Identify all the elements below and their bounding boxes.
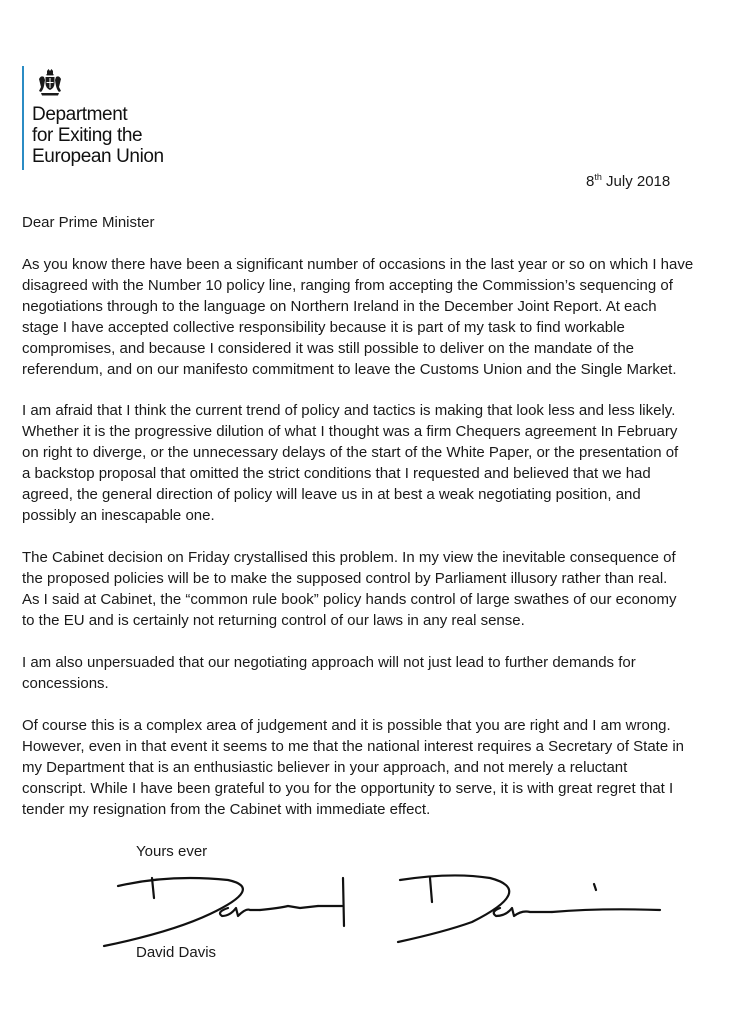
department-name-line-2: for Exiting the <box>32 125 143 146</box>
paragraph-line: to the EU and is certainly not returning control of our laws in any real sense. <box>22 611 525 629</box>
department-name-line-1: Department <box>32 104 128 125</box>
paragraph-line: I am also unpersuaded that our negotiating approach will not just lead to further demands for <box>22 654 636 671</box>
paragraph-line: I am afraid that I think the current trend of policy and tactics is making that look less and less likely. <box>22 402 676 419</box>
letter-date <box>586 172 670 190</box>
paragraph-line: on right to diverge, or the unnecessary delays of the start of the White Paper, or the presentation of <box>22 443 679 461</box>
department-name-line-3: European Union <box>32 146 164 167</box>
paragraph-line: Whether it is the progressive dilution of what I thought was a firm Chequers agreement In February <box>22 422 678 440</box>
date-day: 8 <box>586 173 595 190</box>
letter-paragraph-5 <box>22 716 732 821</box>
signer-name: David Davis <box>136 944 217 961</box>
paragraph-line: referendum, and on our manifesto commitment to leave the Customs Union and the Single Market. <box>22 360 677 378</box>
paragraph-line: concessions. <box>22 674 109 692</box>
paragraph-line: agreed, the general direction of policy will leave us in at best a weak negotiating position, and <box>22 485 641 503</box>
paragraph-line: As you know there have been a significant number of occasions in the last year or so on which I have <box>22 256 694 273</box>
letterhead-accent-bar <box>22 66 24 170</box>
paragraph-line: a backstop proposal that omitted the strict conditions that I requested and believed that we had <box>22 464 651 482</box>
paragraph-line: The Cabinet decision on Friday crystallised this problem. In my view the inevitable consequence of <box>22 549 676 566</box>
royal-coat-of-arms-icon <box>35 68 65 98</box>
paragraph-line: However, even in that event it seems to me that the national interest requires a Secretary of State in <box>22 737 685 755</box>
letter-paragraph-2 <box>22 401 732 526</box>
paragraph-line: As I said at Cabinet, the “common rule book” policy hands control of large swathes of our economy <box>22 590 677 608</box>
paragraph-line: disagreed with the Number 10 policy line, ranging from accepting the Commission’s sequencing of <box>22 276 673 294</box>
paragraph-line: tender my resignation from the Cabinet with immediate effect. <box>22 800 431 818</box>
paragraph-line: Of course this is a complex area of judgement and it is possible that you are right and I am wrong. <box>22 717 671 734</box>
date-ordinal-suffix: th <box>594 172 602 182</box>
letter-paragraph-3 <box>22 548 732 632</box>
salutation: Dear Prime Minister <box>22 214 155 231</box>
letter-paragraph-4 <box>22 653 732 695</box>
paragraph-line: negotiations through to the language on Northern Ireland in the December Joint Report. At each <box>22 297 657 315</box>
paragraph-line: compromises, and because I considered it was still possible to deliver on the mandate of the <box>22 339 634 357</box>
closing-phrase: Yours ever <box>136 843 208 860</box>
letter-paragraph-1 <box>22 255 732 380</box>
paragraph-line: conscript. While I have been grateful to you for the opportunity to serve, it is with great regret that I <box>22 779 674 797</box>
handwritten-signature-icon <box>60 868 680 948</box>
paragraph-line: the proposed policies will be to make the supposed control by Parliament illusory rather than real. <box>22 569 668 587</box>
paragraph-line: possibly an inescapable one. <box>22 506 215 524</box>
paragraph-line: my Department that is an enthusiastic believer in your approach, and not merely a reluctant <box>22 758 628 776</box>
paragraph-line: stage I have accepted collective responsibility because it is part of my task to find workable <box>22 318 625 336</box>
date-month-year: July 2018 <box>601 173 671 190</box>
